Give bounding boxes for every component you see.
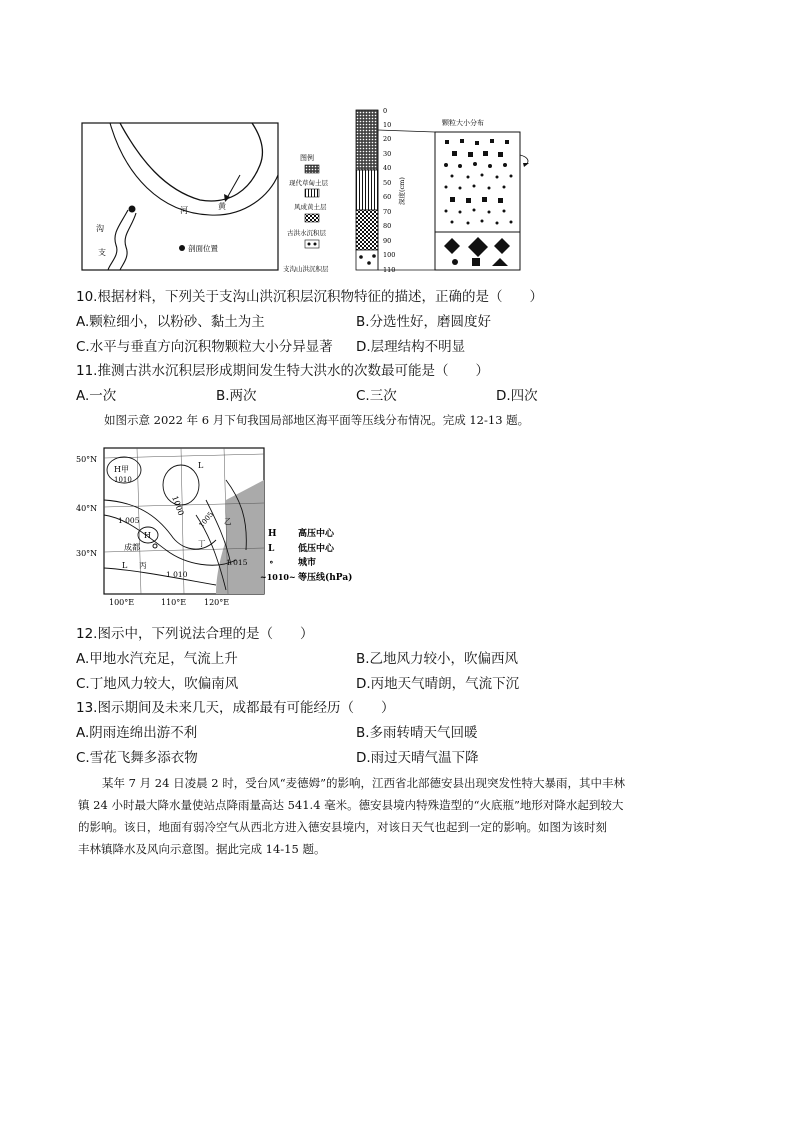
q11-option-a[interactable]: A.一次 bbox=[76, 388, 117, 404]
svg-text:图例: 图例 bbox=[300, 154, 314, 162]
q10-option-b[interactable]: B.分选性好，磨圆度好 bbox=[356, 314, 492, 330]
svg-text:L: L bbox=[198, 461, 204, 470]
svg-text:低压中心: 低压中心 bbox=[298, 544, 335, 554]
svg-text:支沟山洪沉积层: 支沟山洪沉积层 bbox=[283, 265, 329, 273]
legend-dot bbox=[179, 245, 185, 251]
svg-text:1 015: 1 015 bbox=[226, 558, 248, 567]
intro-14-15-line-2: 镇 24 小时最大降水量使站点降雨量高达 541.4 毫米。德安县境内特殊造型的“火底瓶”地形对降水起到较大 bbox=[78, 798, 624, 812]
svg-text:H: H bbox=[268, 529, 277, 539]
svg-text:现代草甸土层: 现代草甸土层 bbox=[289, 179, 328, 187]
svg-text:H: H bbox=[144, 531, 151, 540]
svg-text:50°N: 50°N bbox=[76, 455, 98, 464]
legend-figure-2 bbox=[260, 527, 352, 583]
figure-1-svg bbox=[80, 105, 540, 275]
svg-text:H甲: H甲 bbox=[114, 465, 129, 474]
svg-text:40: 40 bbox=[383, 164, 392, 172]
svg-text:110°E: 110°E bbox=[161, 598, 187, 607]
svg-text:乙: 乙 bbox=[224, 517, 232, 526]
svg-text:0: 0 bbox=[383, 107, 388, 115]
q12-option-a[interactable]: A.甲地水汽充足，气流上升 bbox=[76, 651, 238, 667]
q13-option-b[interactable]: B.多雨转晴天气回暖 bbox=[356, 725, 478, 741]
svg-text:L: L bbox=[122, 561, 128, 570]
svg-text:110: 110 bbox=[383, 266, 396, 274]
svg-text:成都: 成都 bbox=[124, 543, 140, 552]
svg-text:L: L bbox=[268, 544, 275, 554]
q11-option-c[interactable]: C.三次 bbox=[356, 388, 397, 404]
q10-stem: 10.根据材料，下列关于支沟山洪沉积层沉积物特征的描述，正确的是（ ） bbox=[76, 289, 543, 305]
grain-size-panel bbox=[435, 118, 529, 270]
svg-text:50: 50 bbox=[383, 179, 392, 187]
svg-text:1005: 1005 bbox=[197, 510, 215, 530]
intro-12-13: 如图示意 2022 年 6 月下旬我国局部地区海平面等压线分布情况。完成 12-13 题。 bbox=[104, 413, 530, 427]
svg-text:城市: 城市 bbox=[298, 558, 317, 568]
svg-text:30°N: 30°N bbox=[76, 549, 98, 558]
svg-text:等压线(hPa): 等压线(hPa) bbox=[298, 573, 353, 583]
svg-text:∘: ∘ bbox=[269, 558, 274, 568]
q11-option-d[interactable]: D.四次 bbox=[496, 388, 538, 404]
svg-text:高压中心: 高压中心 bbox=[298, 529, 335, 539]
svg-text:60: 60 bbox=[383, 193, 392, 201]
q11-option-b[interactable]: B.两次 bbox=[216, 388, 257, 404]
svg-text:90: 90 bbox=[383, 237, 392, 245]
svg-text:1000: 1000 bbox=[170, 494, 186, 517]
q13-stem: 13.图示期间及未来几天，成都最有可能经历（ ） bbox=[76, 700, 395, 716]
intro-14-15-line-1: 某年 7 月 24 日凌晨 2 时，受台风“麦德姆”的影响，江西省北部德安县出现突发性特大暴雨，其中丰林 bbox=[102, 776, 625, 790]
figure-1 bbox=[80, 105, 540, 275]
q12-option-b[interactable]: B.乙地风力较小，吹偏西风 bbox=[356, 651, 519, 667]
svg-text:深度(cm): 深度(cm) bbox=[398, 177, 406, 205]
q13-option-d[interactable]: D.雨过天晴气温下降 bbox=[356, 750, 479, 766]
intro-14-15-line-3: 的影响。该日，地面有弱冷空气从西北方进入德安县境内，对该日天气也起到一定的影响。如图为该时刻 bbox=[78, 820, 607, 834]
svg-text:~1010~: ~1010~ bbox=[260, 572, 296, 582]
svg-text:黄: 黄 bbox=[218, 202, 226, 211]
svg-text:1 010: 1 010 bbox=[166, 570, 188, 579]
intro-14-15-line-4: 丰林镇降水及风向示意图。据此完成 14-15 题。 bbox=[78, 842, 326, 856]
svg-text:剖面位置: 剖面位置 bbox=[188, 244, 218, 253]
svg-text:支: 支 bbox=[98, 248, 106, 257]
q10-option-d[interactable]: D.层理结构不明显 bbox=[356, 339, 466, 355]
svg-text:沟: 沟 bbox=[96, 224, 104, 233]
q12-option-c[interactable]: C.丁地风力较大，吹偏南风 bbox=[76, 676, 239, 692]
svg-text:30: 30 bbox=[383, 150, 392, 158]
svg-text:70: 70 bbox=[383, 208, 392, 216]
svg-text:颗粒大小分布: 颗粒大小分布 bbox=[442, 119, 484, 127]
q13-option-a[interactable]: A.阴雨连绵出游不利 bbox=[76, 725, 198, 741]
svg-text:1010: 1010 bbox=[114, 476, 132, 484]
svg-text:丙: 丙 bbox=[139, 561, 147, 570]
svg-text:风成黄土层: 风成黄土层 bbox=[294, 203, 327, 211]
svg-text:10: 10 bbox=[383, 121, 392, 129]
svg-text:20: 20 bbox=[383, 135, 392, 143]
svg-text:100: 100 bbox=[383, 251, 396, 259]
svg-text:40°N: 40°N bbox=[76, 504, 98, 513]
svg-text:丁: 丁 bbox=[198, 539, 206, 548]
svg-text:100°E: 100°E bbox=[109, 598, 135, 607]
svg-text:120°E: 120°E bbox=[204, 598, 230, 607]
legend-figure-1 bbox=[283, 153, 329, 273]
q12-stem: 12.图示中，下列说法合理的是（ ） bbox=[76, 626, 314, 642]
figure-2-svg bbox=[76, 440, 376, 610]
q12-option-d[interactable]: D.丙地天气晴朗，气流下沉 bbox=[356, 676, 520, 692]
profile-point bbox=[129, 206, 136, 213]
q11-stem: 11.推测古洪水沉积层形成期间发生特大洪水的次数最可能是（ ） bbox=[76, 363, 489, 379]
intro-14-15 bbox=[78, 772, 718, 860]
depth-axis bbox=[383, 107, 406, 274]
svg-text:1 005: 1 005 bbox=[118, 516, 140, 525]
q13-option-c[interactable]: C.雪花飞舞多添衣物 bbox=[76, 750, 198, 766]
figure-2 bbox=[76, 440, 376, 610]
svg-text:古洪水沉积层: 古洪水沉积层 bbox=[287, 229, 326, 237]
svg-text:河: 河 bbox=[180, 206, 188, 215]
q10-option-a[interactable]: A.颗粒细小，以粉砂、黏土为主 bbox=[76, 314, 265, 330]
q10-option-c[interactable]: C.水平与垂直方向沉积物颗粒大小分异显著 bbox=[76, 339, 333, 355]
stratigraphic-column bbox=[356, 110, 378, 270]
svg-text:80: 80 bbox=[383, 222, 392, 230]
